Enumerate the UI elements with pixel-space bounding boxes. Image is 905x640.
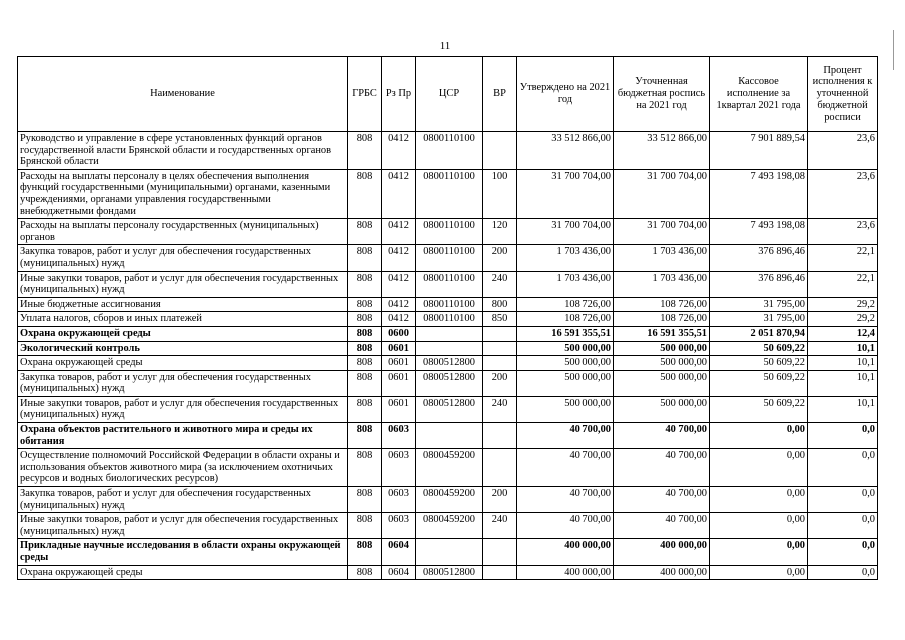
table-header-row [18,57,878,132]
cell-rzpr: 0603 [382,487,416,513]
cell-specified: 1 703 436,00 [614,245,710,271]
cell-grbs: 808 [348,341,382,356]
cell-specified: 33 512 866,00 [614,132,710,170]
cell-percent: 22,1 [808,245,878,271]
cell-percent: 0,0 [808,423,878,449]
cell-name: Охрана объектов растительного и животного мира и среды их обитания [18,423,348,449]
cell-percent: 10,1 [808,356,878,371]
cell-percent: 0,0 [808,487,878,513]
cell-rzpr: 0603 [382,423,416,449]
cell-specified: 1 703 436,00 [614,271,710,297]
cell-approved: 31 700 704,00 [517,169,614,218]
table-row [18,245,878,271]
cell-cash: 50 609,22 [710,356,808,371]
cell-vr: 850 [483,312,517,327]
cell-cash: 50 609,22 [710,370,808,396]
cell-approved: 500 000,00 [517,341,614,356]
cell-vr: 120 [483,219,517,245]
cell-vr: 100 [483,169,517,218]
cell-csr [416,326,483,341]
cell-rzpr: 0603 [382,513,416,539]
cell-grbs: 808 [348,219,382,245]
cell-csr: 0800512800 [416,396,483,422]
table-body [18,132,878,580]
table-row [18,487,878,513]
cell-grbs: 808 [348,565,382,580]
cell-rzpr: 0412 [382,132,416,170]
cell-name: Закупка товаров, работ и услуг для обеспечения государственных (муниципальных) нужд [18,487,348,513]
cell-approved: 500 000,00 [517,356,614,371]
cell-cash: 376 896,46 [710,271,808,297]
cell-csr: 0800459200 [416,487,483,513]
cell-percent: 23,6 [808,219,878,245]
cell-approved: 400 000,00 [517,539,614,565]
cell-cash: 0,00 [710,539,808,565]
cell-name: Расходы на выплаты персоналу в целях обеспечения выполнения функций государственными (муниципальными) органами, казенными учреждениями, органами управления государственными внебюджетными фондами [18,169,348,218]
cell-rzpr: 0412 [382,219,416,245]
cell-csr: 0800110100 [416,271,483,297]
cell-approved: 400 000,00 [517,565,614,580]
cell-percent: 10,1 [808,396,878,422]
cell-approved: 40 700,00 [517,513,614,539]
cell-approved: 33 512 866,00 [517,132,614,170]
header-grbs: ГРБС [348,57,382,132]
cell-specified: 500 000,00 [614,370,710,396]
cell-approved: 1 703 436,00 [517,245,614,271]
cell-csr [416,423,483,449]
cell-grbs: 808 [348,370,382,396]
cell-csr [416,341,483,356]
cell-vr: 200 [483,487,517,513]
cell-csr: 0800512800 [416,356,483,371]
table-row [18,565,878,580]
cell-vr: 200 [483,370,517,396]
cell-percent: 0,0 [808,513,878,539]
cell-cash: 376 896,46 [710,245,808,271]
cell-grbs: 808 [348,271,382,297]
cell-percent: 29,2 [808,297,878,312]
cell-percent: 23,6 [808,132,878,170]
cell-specified: 40 700,00 [614,487,710,513]
cell-rzpr: 0412 [382,312,416,327]
cell-name: Иные закупки товаров, работ и услуг для обеспечения государственных (муниципальных) нужд [18,513,348,539]
table-row [18,132,878,170]
header-vr: ВР [483,57,517,132]
cell-csr: 0800459200 [416,449,483,487]
cell-specified: 40 700,00 [614,513,710,539]
cell-csr: 0800110100 [416,312,483,327]
cell-cash: 0,00 [710,487,808,513]
cell-percent: 0,0 [808,565,878,580]
cell-name: Охрана окружающей среды [18,356,348,371]
header-specified: Уточненная бюджетная роспись на 2021 год [614,57,710,132]
cell-specified: 108 726,00 [614,297,710,312]
cell-vr [483,423,517,449]
table-row [18,169,878,218]
cell-name: Охрана окружающей среды [18,326,348,341]
cell-rzpr: 0600 [382,326,416,341]
cell-rzpr: 0603 [382,449,416,487]
cell-approved: 31 700 704,00 [517,219,614,245]
cell-percent: 22,1 [808,271,878,297]
budget-table [17,56,878,580]
cell-cash: 50 609,22 [710,341,808,356]
cell-csr: 0800110100 [416,169,483,218]
table-row [18,423,878,449]
cell-rzpr: 0412 [382,297,416,312]
cell-grbs: 808 [348,132,382,170]
cell-name: Иные бюджетные ассигнования [18,297,348,312]
table-row [18,271,878,297]
cell-approved: 16 591 355,51 [517,326,614,341]
table-row [18,326,878,341]
table-row [18,341,878,356]
scan-edge-mark [893,30,896,70]
cell-vr [483,341,517,356]
cell-percent: 12,4 [808,326,878,341]
table-row [18,513,878,539]
cell-grbs: 808 [348,356,382,371]
cell-approved: 1 703 436,00 [517,271,614,297]
cell-vr [483,326,517,341]
cell-cash: 0,00 [710,423,808,449]
cell-specified: 31 700 704,00 [614,219,710,245]
cell-csr: 0800459200 [416,513,483,539]
cell-name: Иные закупки товаров, работ и услуг для обеспечения государственных (муниципальных) нужд [18,396,348,422]
cell-approved: 108 726,00 [517,312,614,327]
cell-cash: 7 493 198,08 [710,219,808,245]
cell-specified: 400 000,00 [614,539,710,565]
cell-vr: 240 [483,513,517,539]
header-name: Наименование [18,57,348,132]
cell-vr: 200 [483,245,517,271]
cell-percent: 0,0 [808,449,878,487]
cell-cash: 7 901 889,54 [710,132,808,170]
cell-cash: 50 609,22 [710,396,808,422]
cell-rzpr: 0412 [382,169,416,218]
cell-csr: 0800110100 [416,132,483,170]
cell-specified: 108 726,00 [614,312,710,327]
cell-approved: 500 000,00 [517,396,614,422]
page-number: 11 [439,40,451,52]
cell-name: Уплата налогов, сборов и иных платежей [18,312,348,327]
cell-specified: 500 000,00 [614,341,710,356]
cell-vr [483,356,517,371]
cell-cash: 31 795,00 [710,297,808,312]
cell-name: Охрана окружающей среды [18,565,348,580]
cell-percent: 10,1 [808,370,878,396]
cell-vr: 800 [483,297,517,312]
table-row [18,219,878,245]
header-rzpr: Рз Пр [382,57,416,132]
cell-grbs: 808 [348,396,382,422]
cell-grbs: 808 [348,169,382,218]
table-row [18,396,878,422]
cell-grbs: 808 [348,487,382,513]
header-percent: Процент исполнения к уточненной бюджетной росписи [808,57,878,132]
cell-csr [416,539,483,565]
header-cash: Кассовое исполнение за 1квартал 2021 года [710,57,808,132]
cell-specified: 31 700 704,00 [614,169,710,218]
cell-name: Расходы на выплаты персоналу государственных (муниципальных) органов [18,219,348,245]
cell-specified: 400 000,00 [614,565,710,580]
cell-approved: 40 700,00 [517,423,614,449]
cell-vr [483,449,517,487]
cell-csr: 0800512800 [416,565,483,580]
header-approved: Утверждено на 2021 год [517,57,614,132]
cell-vr [483,132,517,170]
cell-name: Иные закупки товаров, работ и услуг для обеспечения государственных (муниципальных) нужд [18,271,348,297]
table-row [18,312,878,327]
cell-cash: 0,00 [710,513,808,539]
cell-approved: 40 700,00 [517,487,614,513]
cell-approved: 108 726,00 [517,297,614,312]
cell-name: Прикладные научные исследования в области охраны окружающей среды [18,539,348,565]
header-csr: ЦСР [416,57,483,132]
table-row [18,539,878,565]
cell-name: Закупка товаров, работ и услуг для обеспечения государственных (муниципальных) нужд [18,370,348,396]
cell-cash: 31 795,00 [710,312,808,327]
cell-cash: 2 051 870,94 [710,326,808,341]
cell-grbs: 808 [348,312,382,327]
cell-cash: 7 493 198,08 [710,169,808,218]
cell-grbs: 808 [348,423,382,449]
cell-grbs: 808 [348,513,382,539]
cell-rzpr: 0601 [382,341,416,356]
cell-specified: 40 700,00 [614,423,710,449]
cell-rzpr: 0412 [382,245,416,271]
cell-vr [483,565,517,580]
cell-csr: 0800110100 [416,245,483,271]
cell-specified: 500 000,00 [614,396,710,422]
cell-rzpr: 0604 [382,539,416,565]
cell-cash: 0,00 [710,449,808,487]
cell-vr: 240 [483,271,517,297]
cell-specified: 16 591 355,51 [614,326,710,341]
cell-vr: 240 [483,396,517,422]
cell-name: Руководство и управление в сфере установленных функций органов государственной власти Брянской области и государственных органов Брянской области [18,132,348,170]
cell-csr: 0800512800 [416,370,483,396]
cell-approved: 500 000,00 [517,370,614,396]
cell-grbs: 808 [348,326,382,341]
cell-grbs: 808 [348,449,382,487]
cell-rzpr: 0601 [382,356,416,371]
cell-rzpr: 0604 [382,565,416,580]
cell-specified: 40 700,00 [614,449,710,487]
cell-vr [483,539,517,565]
cell-percent: 23,6 [808,169,878,218]
cell-rzpr: 0412 [382,271,416,297]
cell-grbs: 808 [348,539,382,565]
cell-grbs: 808 [348,297,382,312]
cell-rzpr: 0601 [382,396,416,422]
cell-cash: 0,00 [710,565,808,580]
cell-percent: 10,1 [808,341,878,356]
cell-name: Осуществление полномочий Российской Федерации в области охраны и использования объектов животного мира (за исключением охотничьих ресурсов и водных биологических ресурсов) [18,449,348,487]
table-row [18,297,878,312]
cell-csr: 0800110100 [416,297,483,312]
cell-percent: 29,2 [808,312,878,327]
cell-specified: 500 000,00 [614,356,710,371]
table-row [18,449,878,487]
cell-rzpr: 0601 [382,370,416,396]
table-row [18,356,878,371]
cell-percent: 0,0 [808,539,878,565]
table-row [18,370,878,396]
cell-name: Экологический контроль [18,341,348,356]
cell-csr: 0800110100 [416,219,483,245]
cell-approved: 40 700,00 [517,449,614,487]
cell-grbs: 808 [348,245,382,271]
cell-name: Закупка товаров, работ и услуг для обеспечения государственных (муниципальных) нужд [18,245,348,271]
